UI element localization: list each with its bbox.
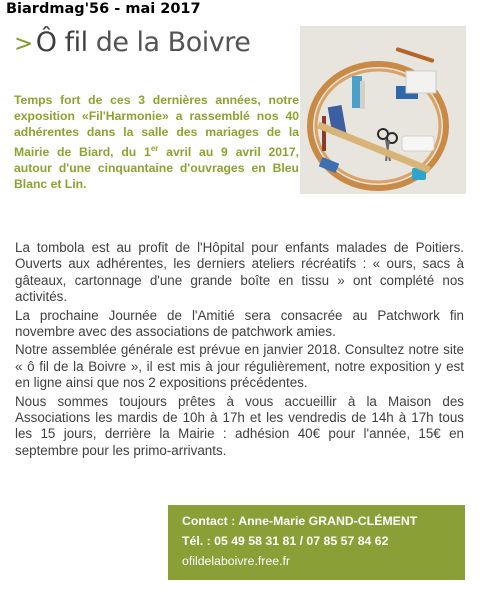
magazine-issue-header: Biardmag'56 - mai 2017: [6, 1, 201, 17]
intro-superscript: er: [150, 143, 159, 153]
contact-name: Contact : Anne-Marie GRAND-CLÉMENT: [182, 514, 418, 528]
paragraph-assemblee-generale: Notre assemblée générale est prévue en janvier 2018. Consultez notre site « ô fil de la Boivre », il est mis à jour régulièrement, notre exposition y est en ligne ainsi que nos 2 expositions précédentes.: [15, 342, 464, 391]
intro-text-1: Temps fort de ces 3 dernières années, notre exposition «Fil'Harmonie» a rassemblé nos 40 adhérentes dans la salle des mariages de la Mairie de Biard, du 1: [14, 93, 299, 159]
article-title: [14, 27, 250, 58]
embroidery-hoop-illustration: [300, 26, 466, 194]
paragraph-tombola: La tombola est au profit de l'Hôpital pour enfants malades de Poitiers. Ouverts aux adhérentes, les derniers ateliers récréatifs : « ours, sacs à gâteaux, cartonnage d'une grande boîte en tissu » ont complété nos activités.: [15, 240, 464, 305]
intro-text-2: avril au 9 avril 2017, autour d'une cinquantaine d'ouvrages en Bleu Blanc et Lin.: [14, 144, 299, 192]
embroidery-tools-photo: [300, 26, 466, 194]
paragraph-journee-amitie: La prochaine Journée de l'Amitié sera consacrée au Patchwork fin novembre avec des associations de patchwork amies.: [15, 307, 464, 340]
contact-box: [168, 505, 465, 580]
contact-website-link[interactable]: ofildelaboivre.free.fr: [182, 554, 290, 568]
article-body: [15, 240, 464, 461]
paragraph-horaires-adhesion: Nous sommes toujours prêtes à vous accueillir à la Maison des Associations les mardis de 10h à 17h et les vendredis de 14h à 17h tous les 15 jours, derrière la Mairie : adhésion 40€ pour l'année, 15€ en septembre pour les primo-arrivants.: [15, 393, 464, 458]
title-rest: de la Boivre: [95, 27, 251, 58]
title-strong: Ô fil: [35, 27, 88, 58]
title-arrow: >: [14, 31, 33, 57]
contact-phone: Tél. : 05 49 58 31 81 / 07 85 57 84 62: [182, 534, 389, 548]
intro-paragraph: [14, 92, 299, 192]
